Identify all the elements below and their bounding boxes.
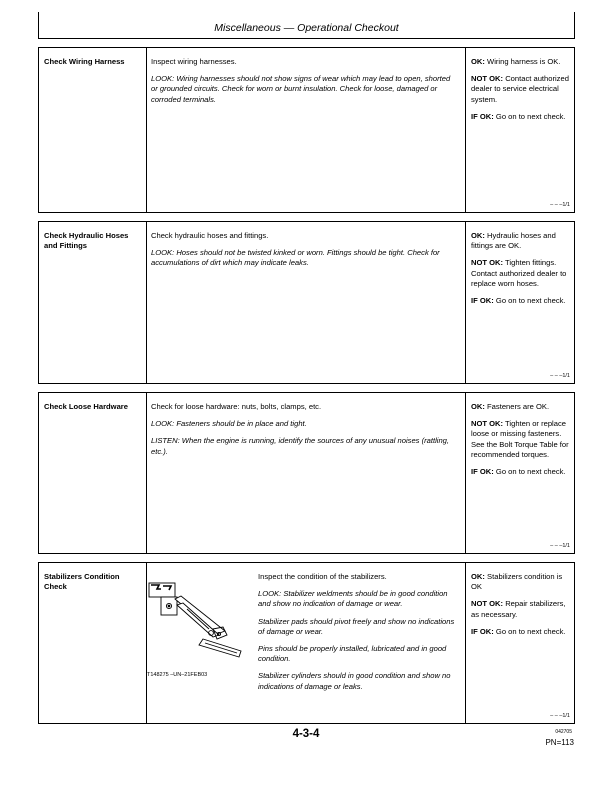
not-ok-text: Tighten or replace loose or missing fasteners. See the Bolt Torque Table for recommended torques. (471, 419, 569, 459)
section-marker: – – –1/1 (550, 542, 570, 549)
ok-text: Wiring harness is OK. (487, 57, 561, 66)
if-ok-result (471, 627, 571, 637)
page-header-title: Miscellaneous — Operational Checkout (214, 22, 399, 34)
check-procedure (151, 402, 459, 464)
check-title: Stabilizers Condition Check (44, 572, 120, 592)
section-marker: – – –1/1 (550, 712, 570, 719)
check-loose-hardware (38, 392, 575, 554)
footer-pn: PN=113 (545, 738, 574, 747)
column-divider (146, 48, 147, 212)
not-ok-text: Contact authorized dealer to service electrical system. (471, 74, 569, 104)
stabilizer-illustration (147, 579, 252, 664)
column-divider (465, 48, 466, 212)
ok-label: OK: (471, 572, 485, 581)
ok-result (471, 572, 571, 592)
check-note: Pins should be properly installed, lubricated and in good condition. (258, 644, 447, 664)
check-procedure (151, 231, 459, 276)
check-results (471, 57, 571, 129)
if-ok-result (471, 296, 571, 306)
if-ok-label: IF OK: (471, 111, 494, 121)
section-marker: – – –1/1 (550, 372, 570, 379)
check-instruction: Check for loose hardware: nuts, bolts, clamps, etc. (151, 402, 322, 411)
check-note: LOOK: Stabilizer weldments should be in good condition and show no indication of damage or wear. (258, 589, 448, 609)
if-ok-label: IF OK: (471, 467, 494, 477)
if-ok-text: Go on to next check. (495, 626, 566, 636)
if-ok-text: Go on to next check. (495, 467, 566, 477)
if-ok-label: IF OK: (471, 626, 494, 636)
check-procedure (258, 572, 462, 699)
check-title: Check Wiring Harness (44, 57, 125, 66)
section-marker: – – –1/1 (550, 201, 570, 208)
figure-caption: T148275 –UN–21FEB03 (147, 672, 208, 678)
ok-text: Stabilizers condition is OK (471, 572, 563, 592)
check-note: LOOK: Wiring harnesses should not show signs of wear which may lead to open, shorted or grounded circuits. Check for worn or burnt insulation. Check for loose, damaged or corroded terminals. (151, 74, 451, 104)
ok-result (471, 231, 571, 251)
footer-code: 042705 (555, 729, 572, 735)
ok-result (471, 57, 571, 67)
not-ok-label: NOT OK: (471, 74, 504, 84)
column-divider (146, 393, 147, 553)
column-divider (465, 393, 466, 553)
check-procedure (151, 57, 459, 112)
check-stabilizers (38, 562, 575, 724)
check-note: Stabilizer cylinders should in good condition and show no indications of damage or leaks. (258, 671, 451, 691)
not-ok-result (471, 599, 571, 619)
check-note: LISTEN: When the engine is running, identify the sources of any unusual noises (rattling, etc.). (151, 436, 450, 456)
not-ok-result (471, 419, 571, 460)
ok-result (471, 402, 571, 412)
column-divider (465, 563, 466, 723)
if-ok-text: Go on to next check. (495, 296, 566, 306)
ok-label: OK: (471, 402, 485, 411)
column-divider (146, 222, 147, 383)
if-ok-text: Go on to next check. (495, 111, 566, 121)
not-ok-result (471, 74, 571, 105)
check-note: LOOK: Fasteners should be in place and tight. (151, 419, 307, 429)
check-wiring-harness (38, 47, 575, 213)
check-note: LOOK: Hoses should not be twisted kinked or worn. Fittings should be tight. Check for accumulations of dirt which may indicate leaks. (151, 248, 440, 268)
ok-text: Fasteners are OK. (487, 402, 550, 411)
not-ok-text: Tighten fittings. Contact authorized dealer to replace worn hoses. (471, 258, 567, 288)
not-ok-text: Repair stabilizers, as necessary. (471, 599, 566, 619)
if-ok-result (471, 467, 571, 477)
ok-text: Hydraulic hoses and fittings are OK. (471, 231, 556, 251)
check-instruction: Inspect wiring harnesses. (151, 57, 237, 66)
check-title: Check Loose Hardware (44, 402, 128, 411)
ok-label: OK: (471, 231, 485, 240)
not-ok-label: NOT OK: (471, 258, 504, 268)
page-number: 4-3-4 (292, 728, 320, 740)
check-results (471, 572, 571, 644)
not-ok-label: NOT OK: (471, 419, 504, 429)
check-note: Stabilizer pads should pivot freely and show no indications of damage or wear. (258, 616, 455, 636)
if-ok-result (471, 112, 571, 122)
check-results (471, 402, 571, 484)
ok-label: OK: (471, 57, 485, 66)
check-title: Check Hydraulic Hoses and Fittings (44, 231, 129, 251)
not-ok-label: NOT OK: (471, 599, 504, 609)
not-ok-result (471, 258, 571, 289)
check-instruction: Check hydraulic hoses and fittings. (151, 231, 269, 240)
check-hydraulic-hoses (38, 221, 575, 384)
check-results (471, 231, 571, 313)
header-rule (38, 38, 575, 39)
if-ok-label: IF OK: (471, 296, 494, 306)
column-divider (465, 222, 466, 383)
check-instruction: Inspect the condition of the stabilizers. (258, 572, 387, 581)
